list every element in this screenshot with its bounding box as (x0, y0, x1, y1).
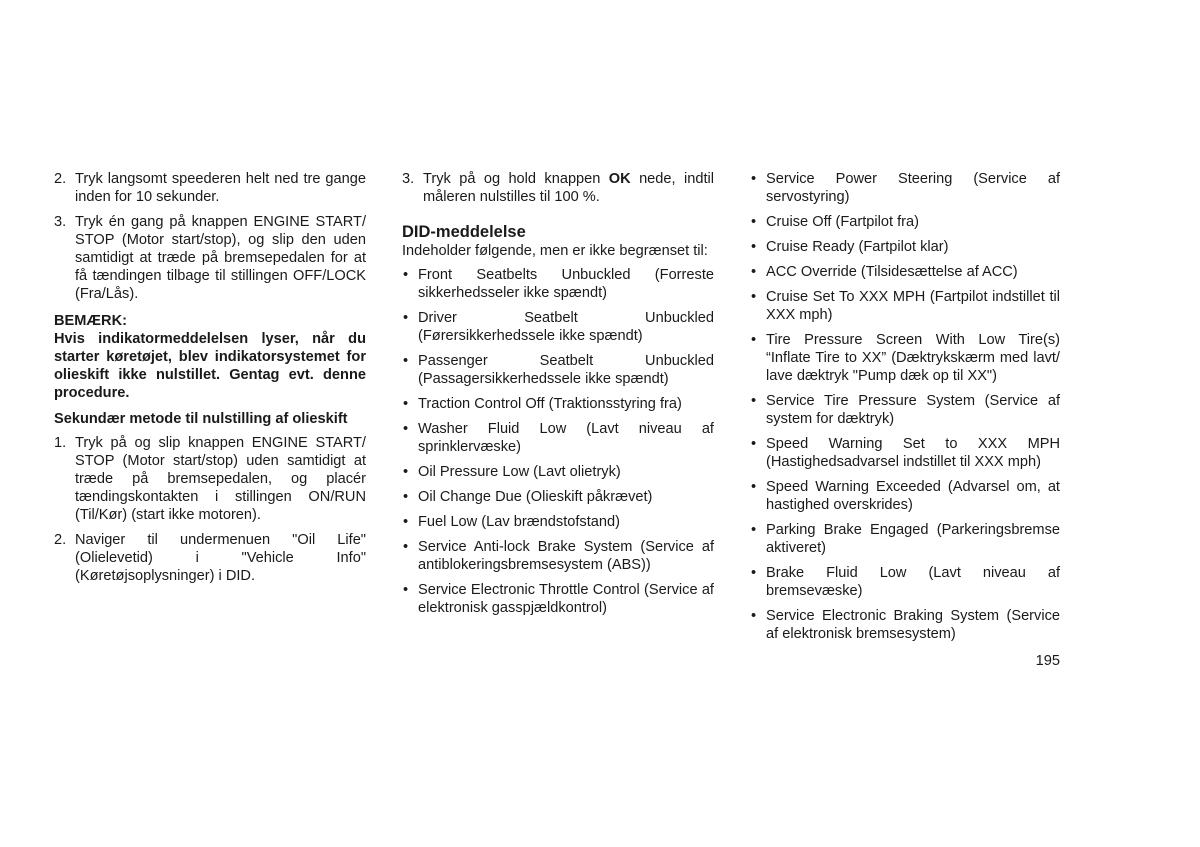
list-item-text: Oil Pressure Low (Lavt olietryk) (418, 464, 621, 480)
list-item (402, 538, 714, 574)
list-item-text: Service Electronic Throttle Control (Service af elektronisk gasspjældkontrol) (418, 582, 714, 616)
step-text-post: nede, indtil måleren nulstilles til 100 %. (423, 171, 714, 205)
list-item (402, 463, 714, 481)
list-item (750, 331, 1060, 385)
list-item (402, 581, 714, 617)
column-left (54, 170, 366, 592)
step-item (54, 170, 366, 206)
bullet-icon: • (751, 289, 757, 305)
list-item (750, 263, 1060, 281)
bullet-icon: • (403, 582, 409, 598)
page-number: 195 (1035, 653, 1060, 669)
list-item (402, 352, 714, 388)
list-item (402, 420, 714, 456)
bullet-icon: • (403, 514, 409, 530)
section-title: DID-meddelelse (402, 223, 526, 241)
list-item (750, 564, 1060, 600)
list-item (402, 513, 714, 531)
list-item-text: Tire Pressure Screen With Low Tire(s) “Inflate Tire to XX” (Dæktrykskærm med lavt/ lave dæktryk "Pump dæk op til XX") (766, 332, 1060, 384)
list-item-text: Front Seatbelts Unbuckled (Forreste sikkerhedsseler ikke spændt) (418, 267, 714, 301)
bullet-icon: • (403, 539, 409, 555)
list-item-text: Service Power Steering (Service af servostyring) (766, 171, 1060, 205)
list-item (750, 392, 1060, 428)
bullet-icon: • (751, 608, 757, 624)
list-item-text: Service Tire Pressure System (Service af system for dæktryk) (766, 393, 1060, 427)
bullet-icon: • (751, 436, 757, 452)
list-item-text: Driver Seatbelt Unbuckled (Førersikkerhedssele ikke spændt) (418, 310, 714, 344)
bullet-icon: • (751, 479, 757, 495)
list-item-text: Parking Brake Engaged (Parkeringsbremse aktiveret) (766, 522, 1060, 556)
bullet-icon: • (751, 214, 757, 230)
list-item (750, 170, 1060, 206)
list-item-text: Fuel Low (Lav brændstofstand) (418, 514, 620, 530)
list-item-text: Service Anti-lock Brake System (Service af antiblokeringsbremsesystem (ABS)) (418, 539, 714, 573)
bullet-icon: • (403, 310, 409, 326)
bullet-icon: • (751, 565, 757, 581)
step-text: Tryk på og slip knappen ENGINE START/ STOP (Motor start/stop) uden samtidigt at træde på bremsepedalen, og placér tændingskontakten i stillingen ON/RUN (Til/Kør) (start ikke motoren). (75, 435, 366, 523)
bullet-icon: • (403, 396, 409, 412)
list-item-text: Service Electronic Braking System (Service af elektronisk bremsesystem) (766, 608, 1060, 642)
step-item (402, 170, 714, 206)
bullet-icon: • (751, 239, 757, 255)
bullet-icon: • (751, 393, 757, 409)
list-item-text: Cruise Ready (Fartpilot klar) (766, 239, 949, 255)
list-item-text: Passenger Seatbelt Unbuckled (Passagersikkerhedssele ikke spændt) (418, 353, 714, 387)
list-item-text: Cruise Set To XXX MPH (Fartpilot indstillet til XXX mph) (766, 289, 1060, 323)
list-item (750, 435, 1060, 471)
bullet-icon: • (751, 332, 757, 348)
step-text: Naviger til undermenuen "Oil Life" (Olielevetid) i "Vehicle Info" (Køretøjsoplysninger) i DID. (75, 532, 366, 584)
step-number: 3. (54, 214, 67, 230)
list-item-text: Speed Warning Exceeded (Advarsel om, at hastighed overskrides) (766, 479, 1060, 513)
step-item (54, 434, 366, 524)
bullet-icon: • (403, 267, 409, 283)
section-intro: Indeholder følgende, men er ikke begrænset til: (402, 243, 708, 259)
list-item-text: Cruise Off (Fartpilot fra) (766, 214, 919, 230)
step-number: 2. (54, 171, 67, 187)
list-item-text: Traction Control Off (Traktionsstyring fra) (418, 396, 682, 412)
message-list (402, 266, 714, 617)
bullet-icon: • (403, 489, 409, 505)
list-item (402, 309, 714, 345)
list-item (750, 521, 1060, 557)
note-body: Hvis indikatormeddelelsen lyser, når du starter køretøjet, blev indikatorsystemet for olieskift ikke nulstillet. Gentag evt. denne procedure. (54, 331, 366, 401)
bullet-icon: • (403, 464, 409, 480)
list-item (750, 288, 1060, 324)
note-heading: BEMÆRK: (54, 313, 127, 329)
ok-button-label: OK (608, 171, 631, 187)
list-item-text: Brake Fluid Low (Lavt niveau af bremsevæske) (766, 565, 1060, 599)
list-item-text: Washer Fluid Low (Lavt niveau af sprinklervæske) (418, 421, 714, 455)
list-item (750, 607, 1060, 643)
subsection-heading: Sekundær metode til nulstilling af olieskift (54, 411, 348, 427)
bullet-icon: • (751, 264, 757, 280)
step-item (54, 213, 366, 303)
step-text: Tryk én gang på knappen ENGINE START/ STOP (Motor start/stop), og slip den uden samtidigt at træde på bremsepedalen for at få tændingen tilbage til stillingen OFF/LOCK (Fra/Lås). (75, 214, 366, 302)
list-item (750, 478, 1060, 514)
step-text: Tryk langsomt speederen helt ned tre gange inden for 10 sekunder. (75, 171, 366, 205)
step-text-pre: Tryk på og hold knappen (423, 171, 609, 187)
list-item (402, 266, 714, 302)
bullet-icon: • (751, 522, 757, 538)
column-middle (402, 170, 714, 624)
list-item (402, 488, 714, 506)
list-item-text: ACC Override (Tilsidesættelse af ACC) (766, 264, 1018, 280)
list-item-text: Oil Change Due (Olieskift påkrævet) (418, 489, 653, 505)
step-item (54, 531, 366, 585)
list-item (750, 213, 1060, 231)
list-item (402, 395, 714, 413)
list-item (750, 238, 1060, 256)
bullet-icon: • (403, 421, 409, 437)
step-number: 3. (402, 171, 415, 187)
column-right (750, 170, 1060, 650)
message-list (750, 170, 1060, 643)
bullet-icon: • (751, 171, 757, 187)
step-number: 2. (54, 532, 67, 548)
step-number: 1. (54, 435, 67, 451)
list-item-text: Speed Warning Set to XXX MPH (Hastighedsadvarsel indstillet til XXX mph) (766, 436, 1060, 470)
bullet-icon: • (403, 353, 409, 369)
